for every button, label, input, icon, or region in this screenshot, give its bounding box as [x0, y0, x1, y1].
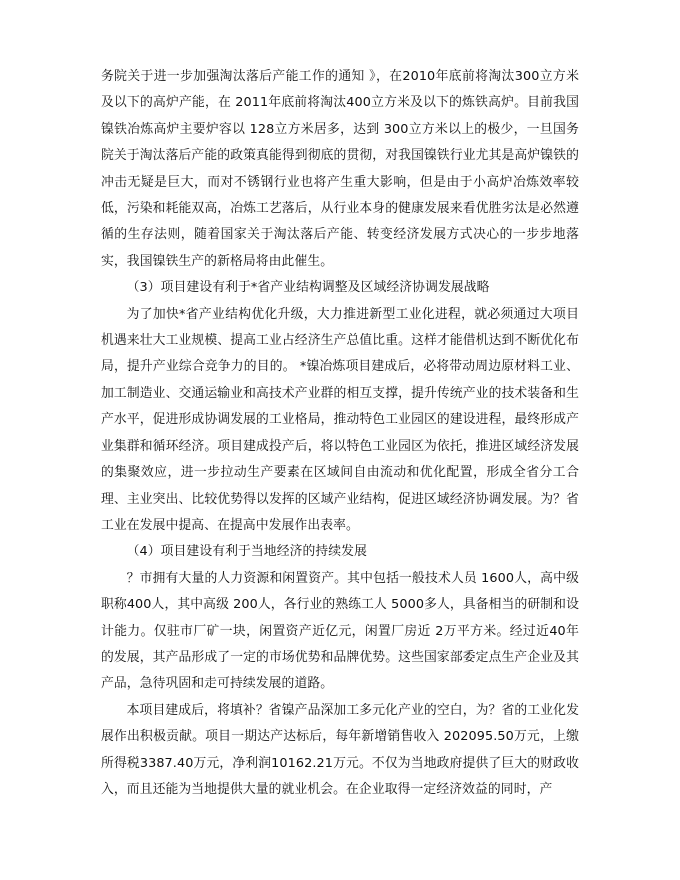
document-body [101, 64, 579, 803]
section-heading-4: （4）项目建设有利于当地经济的持续发展 [126, 544, 367, 560]
paragraph-eliminate-backward-capacity: 务院关于进一步加强淘汰落后产能工作的通知 》，在2010年底前将淘汰300立方米及以下的高炉产能，在 2011年底前将淘汰400立方米及以下的炼铁高炉。目前我国镍铁冶炼高炉主要炉容以 128立方米居多，达到 300立方米以上的极少，一旦国务院关于淘汰落后产能的政策真能得到彻底的贯彻，对我国镍铁行业尤其是高炉镍铁的冲击无疑是巨大，而对不锈钢行业也将产生重大影响，但是由于小高炉冶炼效率较低，污染和耗能双高，冶炼工艺落后，从行业本身的健康发展来看优胜劣汰是必然遵循的生存法则，随着国家关于淘汰落后产能、转变经济发展方式决心的一步步地落实，我国镍铁生产的新格局将由此催生。 [101, 69, 579, 269]
paragraph-industrial-structure: 为了加快*省产业结构优化升级，大力推进新型工业化进程，就必须通过大项目机遇来壮大工业规模、提高工业占经济生产总值比重。这样才能借机达到不断优化布局，提升产业综合竞争力的目的。 *镍冶炼项目建成后，必将带动周边原材料工业、加工制造业、交通运输业和高技术产业群的相互支撑，提升传统产业的技术装备和生产水平，促进形成协调发展的工业格局，推动特色工业园区的建设进程，最终形成产业集群和循环经济。项目建成投产后，将以特色工业园区为依托，推进区域经济发展的集聚效应，进一步拉动生产要素在区域间自由流动和优化配置，形成全省分工合理、主业突出、比较优势得以发挥的区域产业结构，促进区域经济协调发展。为？省工业在发展中提高、在提高中发展作出表率。 [101, 306, 579, 533]
paragraph-human-resources: ？市拥有大量的人力资源和闲置资产。其中包括一般技术人员 1600人，高中级职称400人，其中高级 200人，各行业的熟练工人 5000多人，具备相当的研制和设计能力。仅驻市厂矿一块，闲置资产近亿元，闲置厂房近 2万平方米。经过近40年的发展，其产品形成了一定的市场优势和品牌优势。这些国家部委定点生产企业及其产品，急待巩固和走可持续发展的道路。 [101, 570, 579, 692]
paragraph-project-benefits: 本项目建成后，将填补？省镍产品深加工多元化产业的空白，为？省的工业化发展作出积极贡献。项目一期达产达标后，每年新增销售收入 202095.50万元，上缴所得税3387.40万元，净利润10162.21万元。不仅为当地政府提供了巨大的财政收入，而且还能为当地提供大量的就业机会。在企业取得一定经济效益的同时，产 [101, 702, 579, 797]
section-heading-3: （3）项目建设有利于*省产业结构调整及区域经济协调发展战略 [126, 280, 490, 296]
